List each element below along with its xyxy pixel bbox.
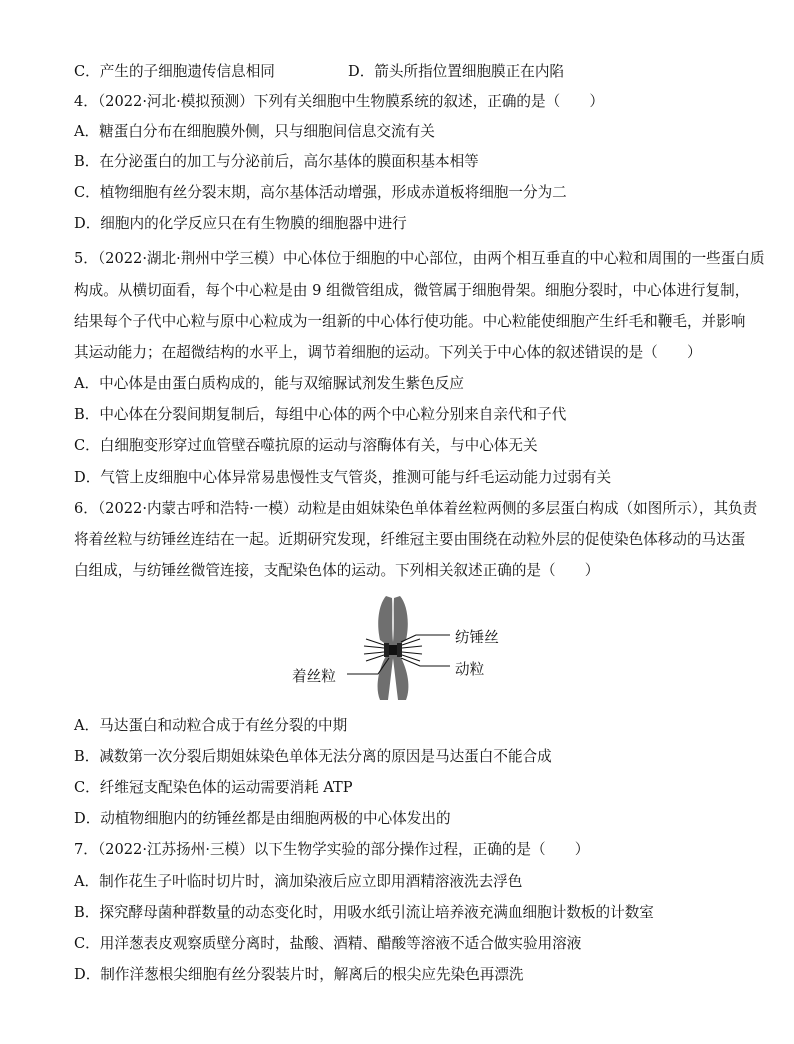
q5-option-c: C．白细胞变形穿过血管壁吞噬抗原的运动与溶酶体有关，与中心体无关 [74,437,538,454]
chromosome-diagram [280,592,540,704]
q6-stem-line-3: 白组成，与纺锤丝微管连接，支配染色体的运动。下列相关叙述正确的是（ ） [74,562,600,579]
chromatid-left [378,596,394,650]
q7-stem: 7．（2022·江苏扬州·三模）以下生物学实验的部分操作过程，正确的是（ ） [74,841,590,858]
q5-option-b: B．中心体在分裂间期复制后，每组中心体的两个中心粒分别来自亲代和子代 [74,406,567,423]
q4-option-a: A．糖蛋白分布在细胞膜外侧，只与细胞间信息交流有关 [74,123,435,140]
q6-option-a: A．马达蛋白和动粒合成于有丝分裂的中期 [74,717,348,734]
q7-option-b: B．探究酵母菌种群数量的动态变化时，用吸水纸引流让培养液充满血细胞计数板的计数室 [74,904,654,921]
chromatid-left-lower [378,650,394,700]
q4-stem: 4．（2022·河北·模拟预测）下列有关细胞中生物膜系统的叙述，正确的是（ ） [74,93,604,110]
q5-stem-line-2: 构成。从横切面看，每个中心粒是由 9 组微管组成，微管属于细胞骨架。细胞分裂时，中心体进行复制， [74,282,750,299]
q7-option-c: C．用洋葱表皮观察质壁分离时，盐酸、酒精、醋酸等溶液不适合做实验用溶液 [74,935,582,952]
centromere-core [389,645,397,655]
label-kinetochore: 动粒 [455,661,485,678]
label-centromere: 着丝粒 [292,668,336,685]
q5-option-a: A．中心体是由蛋白质构成的，能与双缩脲试剂发生紫色反应 [74,375,464,392]
q6-stem-line-2: 将着丝粒与纺锤丝连结在一起。近期研究发现，纤维冠主要由围绕在动粒外层的促使染色体移动的马达蛋 [74,531,746,548]
kinetochore-right [397,643,402,657]
q4-option-c: C．植物细胞有丝分裂末期，高尔基体活动增强，形成赤道板将细胞一分为二 [74,184,567,201]
q7-option-d: D．制作洋葱根尖细胞有丝分裂装片时，解离后的根尖应先染色再漂洗 [74,966,524,983]
q5-stem-line-3: 结果每个子代中心粒与原中心粒成为一组新的中心体行使功能。中心粒能使细胞产生纤毛和鞭毛，并影响 [74,313,746,330]
q4-option-b: B．在分泌蛋白的加工与分泌前后，高尔基体的膜面积基本相等 [74,153,479,170]
q3-option-d: D．箭头所指位置细胞膜正在内陷 [348,63,565,80]
q7-option-a: A．制作花生子叶临时切片时，滴加染液后应立即用酒精溶液洗去浮色 [74,873,523,890]
kinetochore-leader [401,658,450,666]
q6-option-d: D．动植物细胞内的纺锤丝都是由细胞两极的中心体发出的 [74,810,451,827]
chromatid-right [392,596,408,650]
kinetochore-left [384,643,389,657]
chromosome-figure [280,592,540,704]
q6-option-b: B．减数第一次分裂后期姐妹染色单体无法分离的原因是马达蛋白不能合成 [74,748,552,765]
spindle-leader [401,635,450,642]
q4-option-d: D．细胞内的化学反应只在有生物膜的细胞器中进行 [74,215,407,232]
q3-option-c: C．产生的子细胞遗传信息相同 [74,63,275,80]
chromatid-right-lower [392,650,408,700]
q5-stem-line-4: 其运动能力；在超微结构的水平上，调节着细胞的运动。下列关于中心体的叙述错误的是（ ） [74,344,702,361]
label-spindle: 纺锤丝 [455,629,499,646]
q5-option-d: D．气管上皮细胞中心体异常易患慢性支气管炎，推测可能与纤毛运动能力过弱有关 [74,469,612,486]
q6-stem-line-1: 6．（2022·内蒙古呼和浩特·一模）动粒是由姐妹染色单体着丝粒两侧的多层蛋白构成（如图所示），其负责 [74,500,758,517]
q5-stem-line-1: 5．（2022·湖北·荆州中学三模）中心体位于细胞的中心部位，由两个相互垂直的中心粒和周围的一些蛋白质 [74,250,765,267]
q6-option-c: C．纤维冠支配染色体的运动需要消耗 ATP [74,779,353,796]
